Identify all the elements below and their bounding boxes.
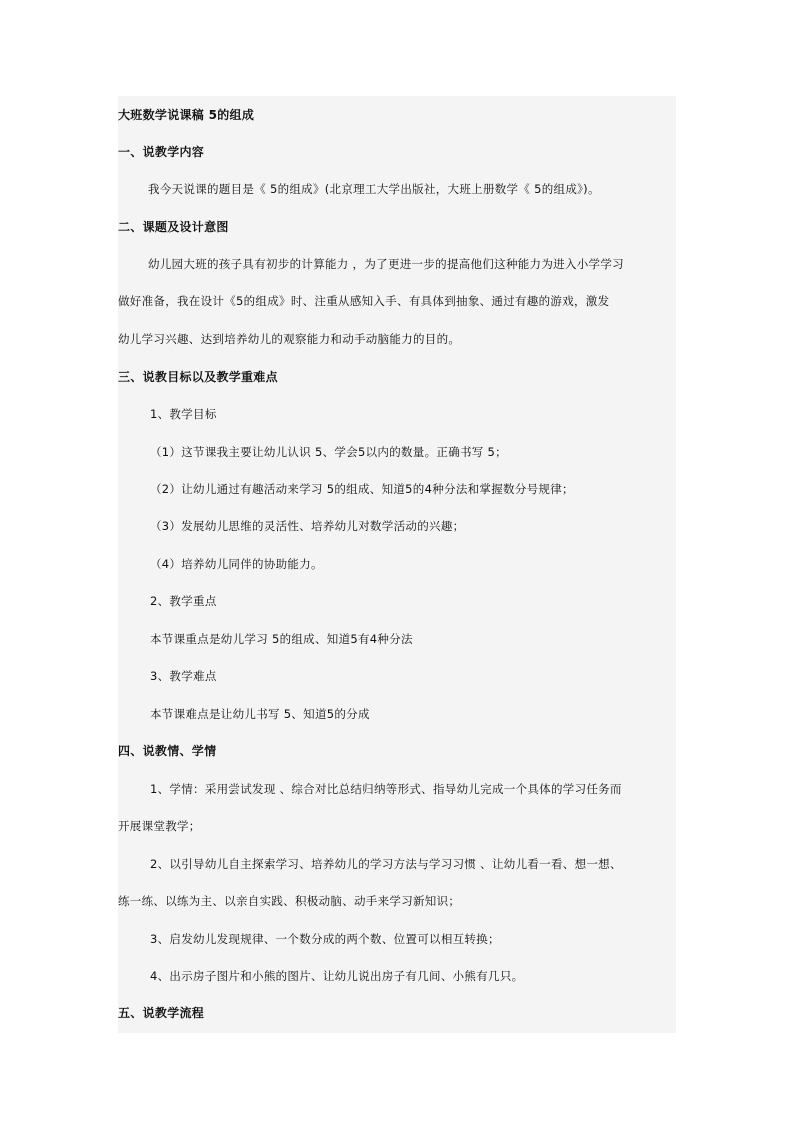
section-heading-5: 五、说教学流程 — [118, 1006, 205, 1020]
paragraph-line: 幼儿园大班的孩子具有初步的计算能力 ，为了更进一步的提高他们这种能力为进入小学学习 — [148, 257, 624, 271]
subheading: 3、教学难点 — [150, 669, 217, 683]
paragraph-line: 开展课堂教学； — [118, 819, 201, 833]
paragraph: 本节课重点是幼儿学习 5的组成、知道5有4种分法 — [150, 632, 413, 646]
document-title: 大班数学说课稿 5的组成 — [118, 108, 255, 122]
paragraph-line: 做好准备，我在设计《5的组成》时、注重从感知入手、有具体到抽象、通过有趣的游戏，激发 — [118, 294, 610, 308]
list-item: （2）让幼儿通过有趣活动来学习 5的组成、知道5的4种分法和掌握数分号规律； — [150, 482, 574, 496]
section-heading-3: 三、说教目标以及教学重难点 — [118, 370, 278, 384]
section-heading-4: 四、说教情、学情 — [118, 744, 217, 758]
subheading: 1、教学目标 — [150, 407, 217, 421]
paragraph-line: 1、学情：采用尝试发现 、综合对比总结归纳等形式、指导幼儿完成一个具体的学习任务而 — [150, 782, 622, 796]
section-heading-1: 一、说教学内容 — [118, 145, 205, 159]
paragraph-line: 幼儿学习兴趣、达到培养幼儿的观察能力和动手动脑能力的目的。 — [118, 332, 461, 346]
paragraph-line: 练一练、以练为主、以亲自实践、积极动脑、动手来学习新知识； — [118, 894, 461, 908]
paragraph-line: 2、以引导幼儿自主探索学习、培养幼儿的学习方法与学习习惯 、让幼儿看一看、想一想、 — [150, 857, 622, 871]
paragraph: 3、启发幼儿发现规律、一个数分成的两个数、位置可以相互转换； — [150, 932, 500, 946]
paragraph: 本节课难点是让幼儿书写 5、知道5的分成 — [150, 707, 370, 721]
list-item: （1）这节课我主要让幼儿认识 5、学会5以内的数量。正确书写 5； — [150, 445, 507, 459]
subheading: 2、教学重点 — [150, 594, 217, 608]
list-item: （3）发展幼儿思维的灵活性、培养幼儿对数学活动的兴趣； — [150, 519, 465, 533]
document-body — [118, 96, 676, 1033]
paragraph: 4、出示房子图片和小熊的图片、让幼儿说出房子有几间、小熊有几只。 — [150, 969, 524, 983]
section-heading-2: 二、课题及设计意图 — [118, 220, 229, 234]
list-item: （4）培养幼儿同伴的协助能力。 — [150, 557, 323, 571]
paragraph: 我今天说课的题目是《 5的组成》(北京理工大学出版社，大班上册数学《 5的组成》)。 — [148, 182, 600, 196]
